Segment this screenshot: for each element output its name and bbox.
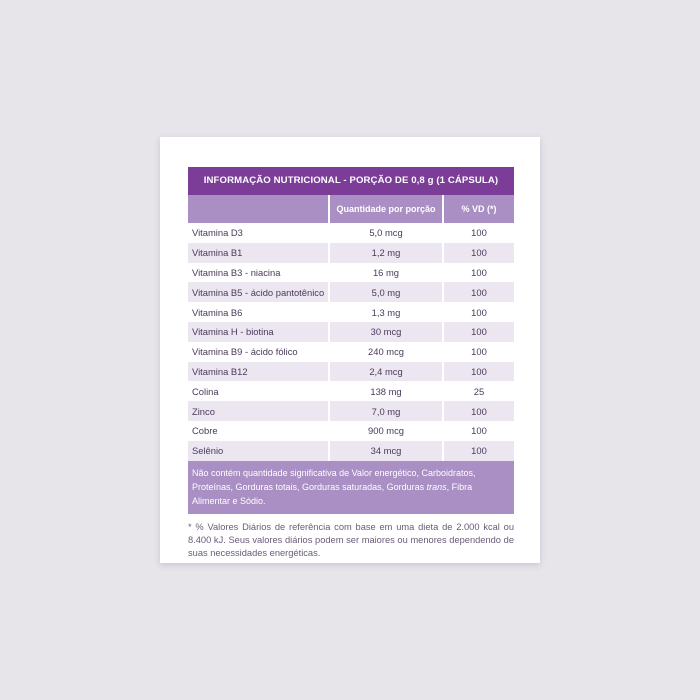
nutrient-quantity: 1,2 mg <box>329 243 443 263</box>
nutrient-daily-value: 100 <box>443 263 514 283</box>
nutrient-name: Vitamina B5 - ácido pantotênico <box>188 282 329 302</box>
nutrient-quantity: 240 mcg <box>329 342 443 362</box>
nutrient-daily-value: 100 <box>443 421 514 441</box>
nutrient-quantity: 2,4 mcg <box>329 362 443 382</box>
nutrient-name: Vitamina B3 - niacina <box>188 263 329 283</box>
column-header-daily-value: % VD (*) <box>443 195 514 223</box>
note-text-italic: trans <box>426 481 447 492</box>
table-header-row <box>188 195 514 223</box>
nutrient-quantity: 7,0 mg <box>329 401 443 421</box>
table-row <box>188 421 514 441</box>
nutrient-daily-value: 100 <box>443 282 514 302</box>
table-row <box>188 243 514 263</box>
nutrient-name: Cobre <box>188 421 329 441</box>
insignificant-amounts-note <box>188 461 514 514</box>
nutrient-quantity: 34 mcg <box>329 441 443 461</box>
nutrient-name: Vitamina H - biotina <box>188 322 329 342</box>
table-row <box>188 381 514 401</box>
nutrient-daily-value: 100 <box>443 322 514 342</box>
nutrient-daily-value: 100 <box>443 243 514 263</box>
nutrient-name: Selênio <box>188 441 329 461</box>
table-row <box>188 342 514 362</box>
table-row <box>188 302 514 322</box>
nutrition-title: INFORMAÇÃO NUTRICIONAL - PORÇÃO DE 0,8 g (1 CÁPSULA) <box>188 167 514 195</box>
column-header-quantity: Quantidade por porção <box>329 195 443 223</box>
nutrition-table-panel <box>188 167 514 560</box>
nutrient-quantity: 138 mg <box>329 381 443 401</box>
table-body <box>188 223 514 461</box>
nutrient-name: Vitamina B12 <box>188 362 329 382</box>
nutrient-name: Colina <box>188 381 329 401</box>
nutrient-daily-value: 100 <box>443 342 514 362</box>
nutrient-quantity: 900 mcg <box>329 421 443 441</box>
table-row <box>188 322 514 342</box>
nutrient-name: Vitamina D3 <box>188 223 329 243</box>
nutrient-daily-value: 25 <box>443 381 514 401</box>
nutrient-daily-value: 100 <box>443 441 514 461</box>
table-row <box>188 362 514 382</box>
nutrient-name: Vitamina B9 - ácido fólico <box>188 342 329 362</box>
nutrient-quantity: 1,3 mg <box>329 302 443 322</box>
nutrient-daily-value: 100 <box>443 401 514 421</box>
nutrient-name: Zinco <box>188 401 329 421</box>
nutrient-name: Vitamina B6 <box>188 302 329 322</box>
table-row <box>188 441 514 461</box>
nutrient-name: Vitamina B1 <box>188 243 329 263</box>
nutrient-daily-value: 100 <box>443 302 514 322</box>
nutrient-daily-value: 100 <box>443 362 514 382</box>
column-header-nutrient <box>188 195 329 223</box>
daily-values-footnote: * % Valores Diários de referência com base em uma dieta de 2.000 kcal ou 8.400 kJ. Seus valores diários podem ser maiores ou menores dependendo de suas necessidades energéticas. <box>188 521 514 558</box>
nutrient-quantity: 5,0 mcg <box>329 223 443 243</box>
table-row <box>188 263 514 283</box>
note-text-start: Não contém quantidade significativa de Valor energético, Carboidratos, Proteínas, Gorduras totais, Gorduras saturadas, Gorduras <box>192 467 476 492</box>
table-row <box>188 401 514 421</box>
nutrient-daily-value: 100 <box>443 223 514 243</box>
note-text-end: , Fibra Alimentar e Sódio. <box>192 481 473 506</box>
table-row <box>188 223 514 243</box>
nutrient-quantity: 30 mcg <box>329 322 443 342</box>
nutrition-label-card <box>160 137 540 563</box>
nutrient-quantity: 5,0 mg <box>329 282 443 302</box>
table-row <box>188 282 514 302</box>
nutrient-quantity: 16 mg <box>329 263 443 283</box>
nutrition-table <box>188 195 514 461</box>
